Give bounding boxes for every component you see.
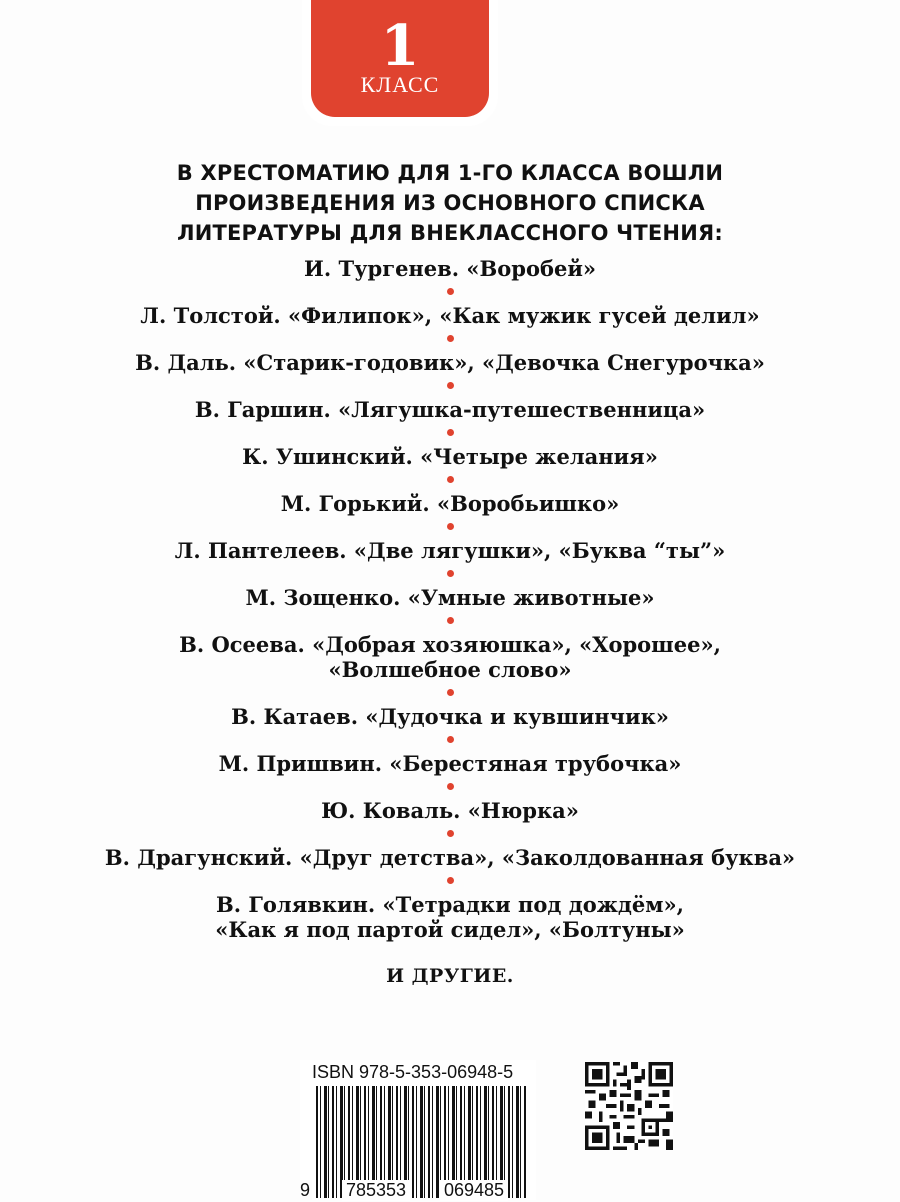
work-entry-line: В. Гаршин. «Лягушка-путешественница» [194, 397, 706, 422]
red-dot-icon [447, 617, 454, 624]
barcode-digit-first: 9 [300, 1180, 311, 1200]
work-entry-line: Ю. Коваль. «Нюрка» [321, 798, 579, 823]
intro-line: ПРОИЗВЕДЕНИЯ ИЗ ОСНОВНОГО СПИСКА [195, 191, 705, 215]
work-entry-line: Л. Пантелеев. «Две лягушки», «Буква “ты”» [174, 538, 726, 563]
work-entry-line: В. Драгунский. «Друг детства», «Заколдованная буква» [104, 845, 796, 870]
intro-heading [90, 158, 810, 248]
work-entry-line: «Как я под партой сидел», «Болтуны» [215, 917, 685, 942]
red-dot-icon [447, 877, 454, 884]
work-entry-line: И. Тургенев. «Воробей» [303, 256, 597, 281]
work-entry-line: К. Ушинский. «Четыре желания» [242, 444, 658, 469]
isbn-barcode-block [300, 1060, 536, 1200]
red-dot-icon [447, 335, 454, 342]
isbn-label: ISBN 978-5-353-06948-5 [312, 1062, 514, 1082]
work-entry-line: «Волшебное слово» [328, 657, 572, 682]
qr-code-icon [585, 1062, 673, 1150]
work-entry-line: В. Осеева. «Добрая хозяюшка», «Хорошее», [179, 632, 721, 657]
intro-line: ЛИТЕРАТУРЫ ДЛЯ ВНЕКЛАССНОГО ЧТЕНИЯ: [177, 221, 723, 245]
work-entry-line: В. Катаев. «Дудочка и кувшинчик» [231, 704, 669, 729]
red-dot-icon [447, 783, 454, 790]
work-entry-line: М. Горький. «Воробьишко» [280, 491, 620, 516]
work-entry-line: М. Пришвин. «Берестяная трубочка» [218, 751, 682, 776]
class-label: КЛАСС [360, 72, 440, 97]
class-badge [302, 0, 498, 126]
red-dot-icon [447, 382, 454, 389]
class-badge-fill [311, 0, 489, 117]
red-dot-icon [447, 429, 454, 436]
others-note: И ДРУГИЕ. [386, 965, 514, 987]
red-dot-icon [447, 689, 454, 696]
work-entry-line: В. Даль. «Старик-годовик», «Девочка Снегурочка» [135, 350, 765, 375]
barcode-digits [300, 1180, 536, 1202]
works-list [60, 256, 840, 988]
barcode-digits-left: 785353 [342, 1180, 410, 1201]
red-dot-icon [447, 288, 454, 295]
class-number: 1 [380, 13, 420, 79]
work-entry-line: В. Голявкин. «Тетрадки под дождём», [216, 892, 684, 917]
red-dot-icon [447, 523, 454, 530]
intro-line: В ХРЕСТОМАТИЮ ДЛЯ 1-ГО КЛАССА ВОШЛИ [176, 161, 724, 185]
red-dot-icon [447, 570, 454, 577]
red-dot-icon [447, 830, 454, 837]
work-entry-line: Л. Толстой. «Филипок», «Как мужик гусей делил» [140, 303, 760, 328]
red-dot-icon [447, 476, 454, 483]
work-entry-line: М. Зощенко. «Умные животные» [245, 585, 655, 610]
red-dot-icon [447, 736, 454, 743]
barcode-digits-right: 069485 [440, 1180, 508, 1201]
